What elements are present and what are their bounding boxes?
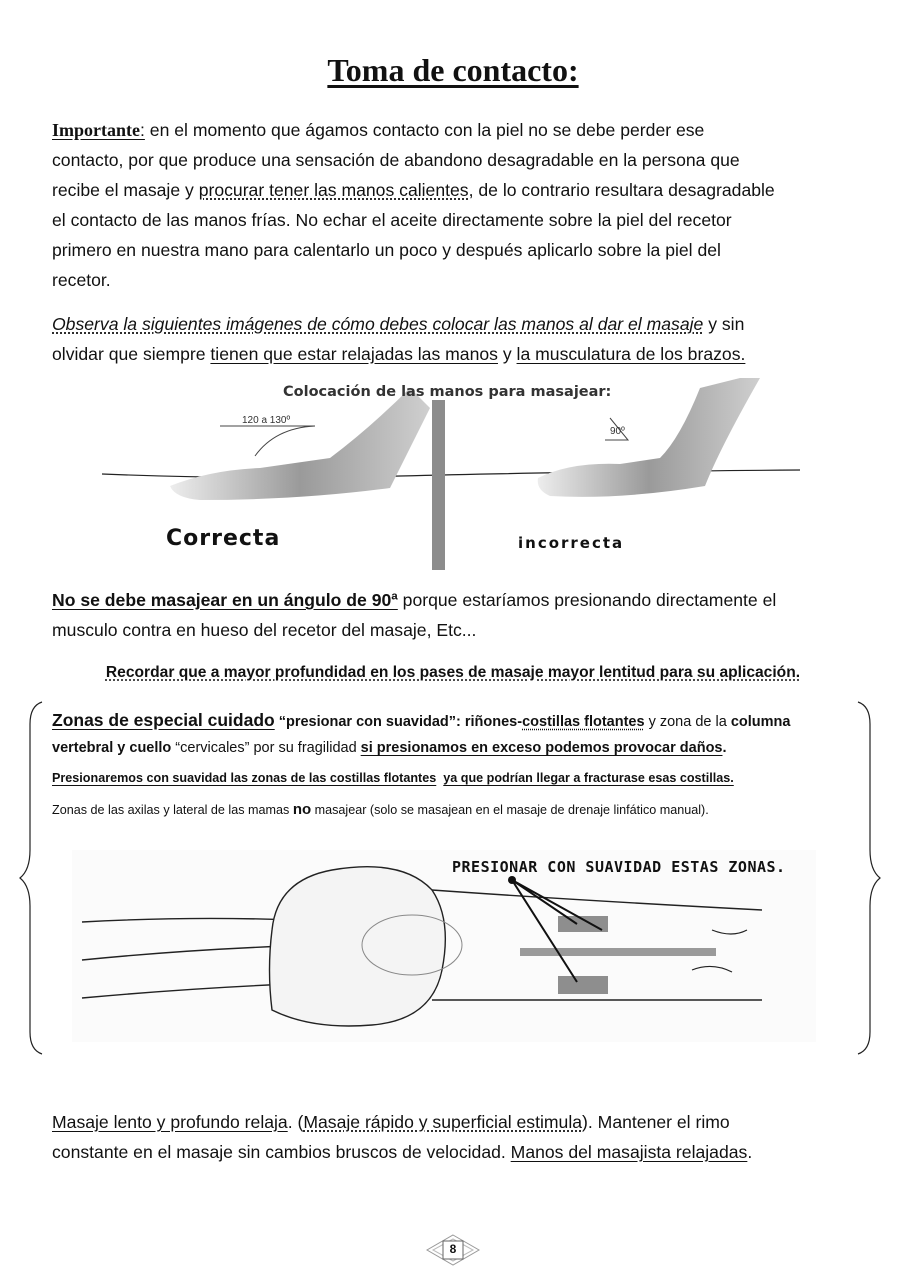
box-line3a: Presionaremos con suavidad las zonas de las costillas flotantes [52,771,437,785]
box-line1-text: y zona de la [644,714,731,730]
label-incorrecta: incorrecta [518,534,625,552]
hand-placement-figure [100,378,800,570]
box-quote: “presionar con suavidad”: riñones- [274,714,523,730]
box-line2d: . [722,740,727,756]
p3-line1: porque estaríamos presionando directamente el [397,590,777,610]
hand-correct [170,388,430,500]
p1-warm-hands: procurar tener las manos calientes [198,180,469,200]
body-zones-illustration [72,850,816,1042]
reminder-text: Recordar que a mayor profundidad en los pases de masaje mayor lentitud para su aplicación. [105,664,801,681]
figure-caption: PRESIONAR CON SUAVIDAD ESTAS ZONAS. [452,858,786,876]
p4-t1: . ( [287,1112,304,1132]
p1-line5: primero en nuestra mano para calentarlo un poco y después aplicarlo sobre la piel del [52,240,721,260]
box-line4c: masajear (solo se masajean en el masaje de drenaje linfático manual). [311,803,709,817]
box-line2a: vertebral y cuello [52,740,172,756]
page-title: Toma de contacto: [327,52,579,88]
p4-t2: ). Mantener el rimo [582,1112,730,1132]
left-brace [18,700,48,1056]
body-zones-figure [72,850,816,1042]
p4-t3: constante en el masaje sin cambios bruscos de velocidad. [52,1142,511,1162]
box-line4b: onas de las axilas y lateral de las mamas [59,803,293,817]
importante-label: Importante [52,120,140,140]
box-line2c: si presionamos en exceso podemos provocar daños [360,740,723,756]
p2-relaxed-hands: tienen que estar relajadas las manos [210,344,498,364]
box-line4-no: no [292,801,312,818]
page-number: 8 [449,1242,457,1256]
angle-left-label: 120 a 130º [242,415,291,426]
box-line2b: “cervicales” por su fragilidad [171,740,361,756]
p1-line1: en el momento que ágamos contacto con la piel no se debe perder ese [144,120,705,140]
paragraph-observa [52,309,862,369]
rib-zone-bottom [558,976,608,994]
p4-fast-superficial: Masaje rápido y superficial estimula [303,1112,583,1132]
body-outline [270,867,446,1026]
box-columna: columna [730,714,791,730]
importante-colon: : [140,120,145,140]
reminder-line [0,664,906,682]
p4-slow-deep: Masaje lento y profundo relaja [52,1112,288,1132]
label-correcta: Correcta [166,526,281,551]
angle-arc-left [255,426,315,456]
box-heading: Zonas de especial cuidado [52,710,275,730]
spine-zone [520,948,716,956]
box-line4a: Z [52,803,60,817]
p2-line2a: olvidar que siempre [52,344,211,364]
figure-heading: Colocación de las manos para masajear: [283,384,612,400]
figure-divider [432,400,445,570]
paragraph-tempo [52,1107,862,1167]
p2-arm-muscles: la musculatura de los brazos. [516,344,746,364]
p4-t4: . [747,1142,753,1162]
p3-bold: No se debe masajear en un ángulo de 90ª [52,590,398,610]
p1-line4: el contacto de las manos frías. No echar el aceite directamente sobre la piel del recetor [52,210,732,230]
p3-line2: musculo contra en hueso del recetor del masaje, Etc... [52,620,477,640]
angle-right-label: 90º [610,426,625,437]
p2-italic: Observa la siguientes imágenes de cómo debes colocar las manos al dar el masaje [52,314,704,334]
p1-line2: contacto, por que produce una sensación de abandono desagradable en la persona que [52,150,740,170]
p2-line1: y sin [703,314,745,334]
p1-line6: recetor. [52,270,111,290]
box-costillas: costillas flotantes [522,714,645,730]
p4-relaxed-hands: Manos del masajista relajadas [510,1142,748,1162]
paragraph-angle [52,585,862,645]
box-line3b: ya que podrían llegar a fracturase esas costillas. [443,771,734,785]
special-care-box [52,707,862,818]
p1-line3a: recibe el masaje y [52,180,199,200]
page-number-badge [426,1234,480,1266]
p1-line3b: , de lo contrario resultara desagradable [468,180,775,200]
paragraph-importante [52,115,862,295]
p2-and: y [497,344,517,364]
